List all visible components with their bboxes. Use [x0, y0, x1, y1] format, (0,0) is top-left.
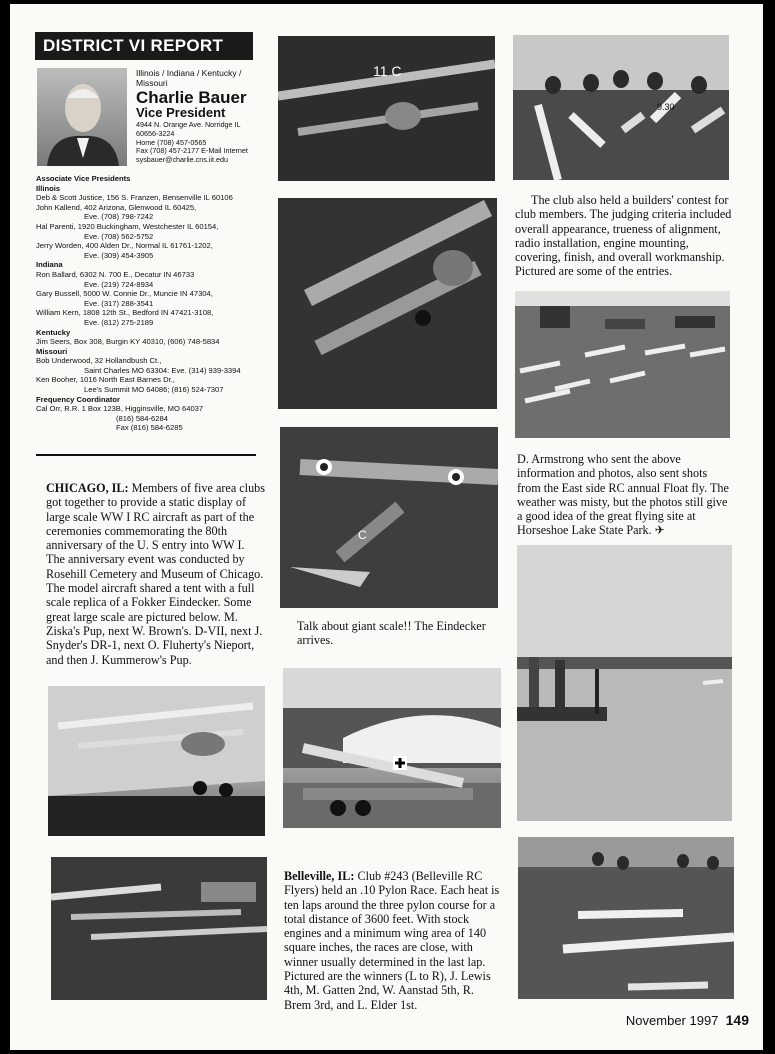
belleville-text: Club #243 (Belleville RC Flyers) held an .10 Pylon Race. Each heat is ten laps around the three pylon course for a total distance of 3600 feet. With stock engines and a minimum wing area of 140 square inches, the races are close, with winner usually determined in the last lap. Pictured are the winners (L to R), J. Lewis 4th, M. Gatten 2nd, W. Aanstad 5th, R. Brem 3rd, and L. Elder 1st. — [284, 869, 500, 1012]
officer-line: Eve. (317) 288-3541 — [84, 298, 154, 308]
sign-number: 9.30 — [657, 102, 675, 112]
officer-line: Illinois — [36, 183, 61, 193]
address-line: Fax (708) 457-2177 E-Mail Internet — [136, 146, 248, 156]
footer-date: November 1997 — [625, 1013, 719, 1028]
officer-line: Eve. (219) 724-8934 — [84, 279, 154, 289]
officer-line: Eve. (309) 454-3905 — [84, 250, 154, 260]
photo-pup-biplane — [48, 686, 265, 836]
address-line: sysbauer@charlie.cns.iit.edu — [136, 155, 228, 165]
caption-armstrong: D. Armstrong who sent the above information and photos, also sent shots from the East side RC annual Float fly. The weather was misty, but the photos still give a good idea of the great flying site at Horseshoe Lake State Park. ✈ — [517, 452, 729, 538]
officer-line: Missouri — [36, 346, 68, 356]
address-line: Home (708) 457-0565 — [136, 137, 207, 147]
officer-line: Jerry Worden, 400 Alden Dr., Normal IL 61761-1202, — [36, 241, 213, 251]
officer-line: John Kallend, 402 Arizona, Glenwood IL 60425, — [36, 202, 197, 212]
page-number: 149 — [725, 1012, 749, 1028]
officers-list — [36, 174, 261, 433]
officer-line: Eve. (812) 275-2189 — [84, 317, 154, 327]
officer-line: Associate Vice Presidents — [36, 174, 131, 183]
officer-line: Eve. (708) 562-5752 — [84, 231, 154, 241]
officer-line: Ken Booher, 1016 North East Barnes Dr., — [36, 375, 175, 385]
belleville-article — [284, 869, 502, 1012]
photo-eindecker-trailer — [283, 668, 501, 828]
caption-builders: The club also held a builders' contest for club members. The judging criteria included overall appearance, trueness of alignment, radio installation, engine mounting, covering, finish, and overall workmanship. Pictured are some of the entries. — [515, 193, 732, 279]
officer-line: Kentucky — [36, 327, 71, 337]
officer-line: Saint Charles MO 63304: Eve. (314) 939-3394 — [84, 365, 241, 375]
chicago-article — [46, 481, 266, 667]
photo-pylon-race — [518, 837, 734, 999]
vp-states: Illinois / Indiana / Kentucky / Missouri — [136, 68, 242, 88]
officer-line: William Kern, 1808 12th St., Bedford IN 47421-3108, — [36, 308, 214, 318]
caption-eindecker: Talk about giant scale!! The Eindecker arrives. — [297, 619, 486, 648]
officer-line: Cal Orr, R.R. 1 Box 123B, Higginsville, MO 64037 — [36, 404, 204, 414]
plane-letter-c: C — [358, 528, 367, 542]
officer-line: (816) 584-6284 — [116, 413, 168, 423]
photo-builders-entries — [515, 291, 730, 438]
page-footer — [626, 1012, 749, 1028]
divider — [36, 454, 256, 456]
vp-name: Charlie Bauer — [136, 88, 247, 107]
svg-text:11 C: 11 C — [373, 63, 402, 79]
photo-nieuport-front — [278, 36, 495, 181]
officer-line: Eve. (708) 798-7242 — [84, 212, 154, 222]
vp-address — [136, 121, 261, 165]
officer-line: Ron Ballard, 6302 N. 700 E., Decatur IN 46733 — [36, 269, 195, 279]
officer-line: Jim Seers, Box 308, Burgin KY 40310, (606) 748-5834 — [36, 337, 220, 347]
belleville-lead: Belleville, IL: — [284, 869, 355, 883]
officer-line: Frequency Coordinator — [36, 394, 120, 404]
officer-line: Hal Parenti, 1920 Buckingham, Westchester IL 60154, — [36, 221, 219, 231]
chicago-lead: CHICAGO, IL: — [46, 481, 129, 495]
officer-line: Gary Bussell, 5000 W. Connie Dr., Muncie IN 47304, — [36, 289, 213, 299]
address-line: 60656-3224 — [136, 128, 175, 138]
officer-line: Bob Underwood, 32 Hollandbush Ct., — [36, 356, 162, 366]
photo-nieuport-side — [278, 198, 497, 409]
officer-line: Fax (816) 584-6285 — [116, 423, 183, 433]
photo-builders-group — [513, 35, 729, 180]
page-title: DISTRICT VI REPORT — [35, 32, 253, 60]
photo-biplane-roundels — [280, 427, 498, 608]
address-line: 4944 N. Orange Ave. Norridge IL — [136, 120, 241, 129]
vp-title: Vice President — [136, 105, 226, 120]
officer-line: Indiana — [36, 260, 63, 270]
vp-portrait — [37, 68, 127, 166]
photo-dr1-triplane — [51, 857, 267, 1000]
officer-line: Deb & Scott Justice, 156 S. Franzen, Bensenville IL 60106 — [36, 193, 233, 203]
photo-float-fly-lake — [517, 545, 732, 821]
chicago-text: Members of five area clubs got together to provide a static display of large scale WW I RC aircraft as part of the ceremonies commemorating the 80th anniversary of the U. S entry into WW I. The anniversary event was conducted by Rosehill Cemetery and Museum of Chicago. The model aircraft shared a tent with a full scale replica of a Fokker Eindecker. Some great large scale are pictured below. M. Ziska's Pup, next W. Brown's. D-VII, next J. Snyder's DR-1, next O. Fluherty's Nieport, and then J. Kummerow's Pup. — [46, 481, 266, 667]
officer-line: Lee's Summit MO 64086; (816) 524-7307 — [84, 385, 224, 395]
